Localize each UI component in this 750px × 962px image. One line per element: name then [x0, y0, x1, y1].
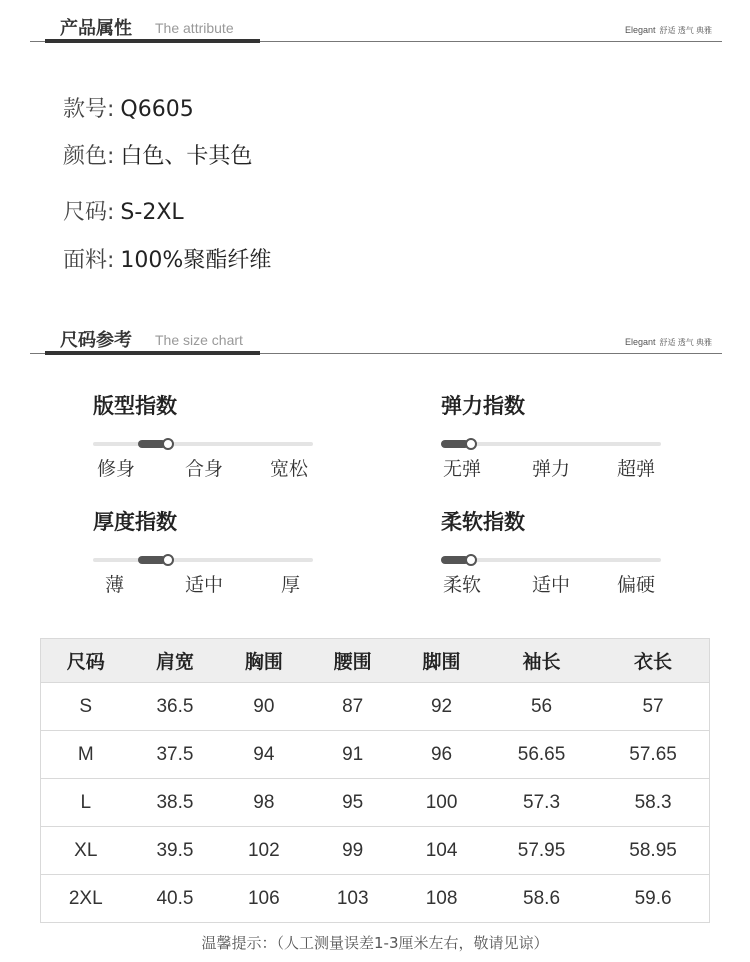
section-title: 产品属性: [60, 18, 132, 39]
attr-color: 颜色: 白色、卡其色: [63, 144, 253, 169]
header-cell: 腰围: [308, 639, 397, 683]
header-cell: 脚围: [397, 639, 486, 683]
header-cell: 尺码: [41, 639, 131, 683]
table-row: 2XL 40.5 106 103 108 58.6 59.6: [41, 875, 710, 923]
index-slider: [441, 558, 661, 562]
size-table: [40, 638, 710, 923]
attr-size: 尺码: S-2XL: [63, 200, 184, 225]
section-title: 尺码参考: [60, 330, 132, 351]
slider-knob: [162, 438, 174, 450]
header-cell: 袖长: [486, 639, 597, 683]
index-slider: [93, 558, 313, 562]
softness-index: 柔软指数 柔软 适中 偏硬: [441, 506, 671, 596]
table-row: L 38.5 98 95 100 57.3 58.3: [41, 779, 710, 827]
slider-knob: [162, 554, 174, 566]
section-subtitle: The attribute: [155, 20, 234, 36]
measurement-note: 温馨提示：（人工测量误差1-3厘米左右，敬请见谅）: [201, 934, 549, 952]
index-slider: [441, 442, 661, 446]
elasticity-index: 弹力指数 无弹 弹力 超弹: [441, 390, 671, 480]
table-row: S 36.5 90 87 92 56 57: [41, 683, 710, 731]
divider-accent: [45, 351, 260, 355]
attr-style-number: 款号: Q6605: [63, 97, 194, 122]
section-tags: Elegant 舒适 透气 典雅: [625, 25, 712, 35]
table-row: XL 39.5 102 99 104 57.95 58.95: [41, 827, 710, 875]
index-slider: [93, 442, 313, 446]
header-cell: 衣长: [597, 639, 709, 683]
fit-index: 版型指数 修身 合身 宽松: [93, 390, 323, 480]
attribute-section-header: [0, 0, 750, 50]
header-cell: 胸围: [219, 639, 308, 683]
slider-knob: [465, 554, 477, 566]
divider-accent: [45, 39, 260, 43]
table-row: M 37.5 94 91 96 56.65 57.65: [41, 731, 710, 779]
section-subtitle: The size chart: [155, 332, 243, 348]
section-tags: Elegant 舒适 透气 典雅: [625, 337, 712, 347]
attr-fabric: 面料: 100%聚酯纤维: [63, 248, 272, 273]
slider-knob: [465, 438, 477, 450]
header-cell: 肩宽: [131, 639, 220, 683]
thickness-index: 厚度指数 薄 适中 厚: [93, 506, 323, 596]
size-section-header: [0, 312, 750, 362]
table-header-row: [41, 639, 710, 683]
